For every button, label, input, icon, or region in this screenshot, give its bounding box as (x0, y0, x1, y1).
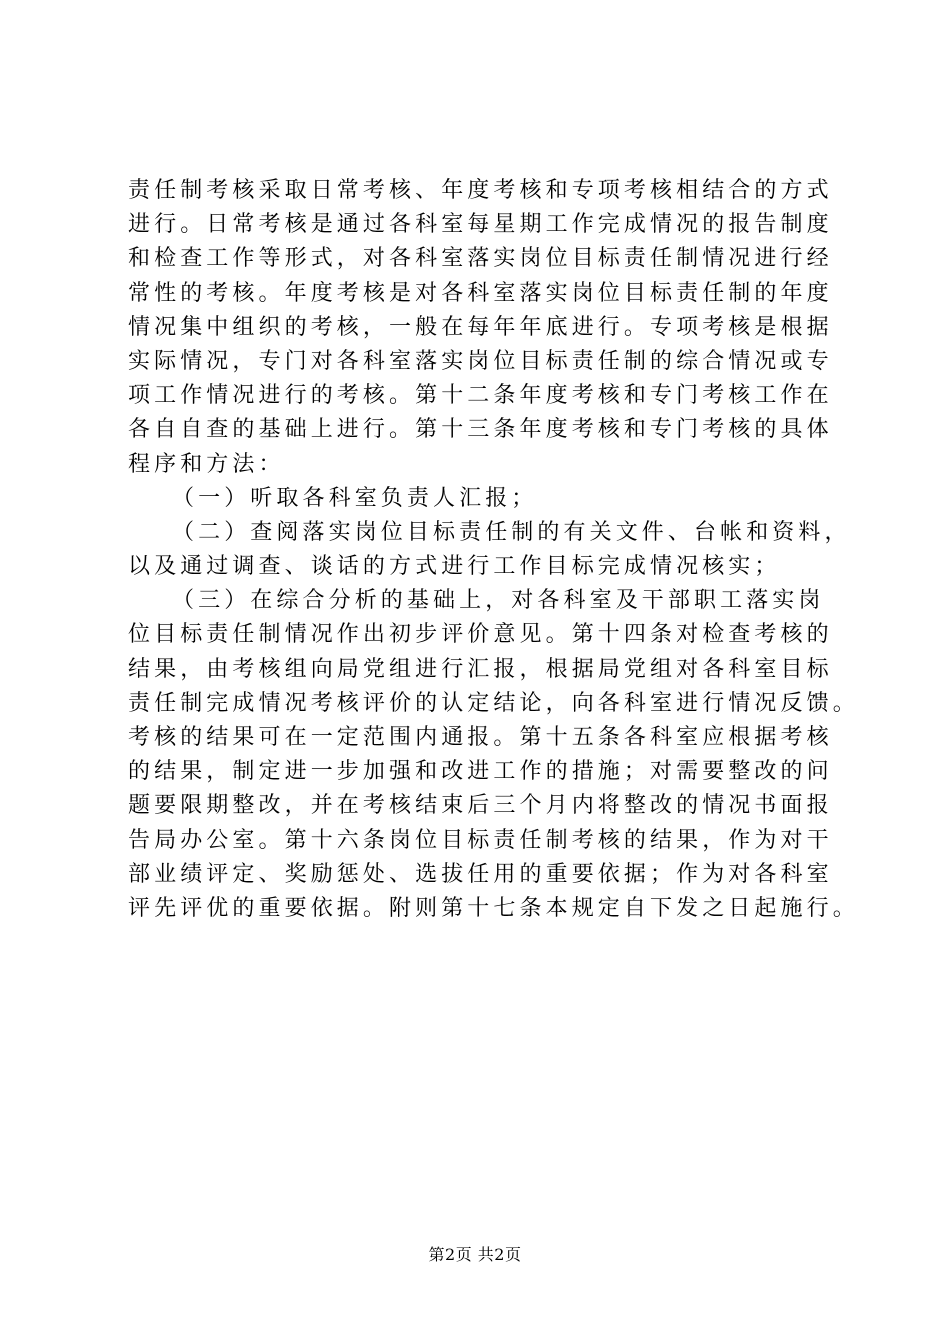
text-line: 责任制完成情况考核评价的认定结论，向各科室进行情况反馈。 (128, 690, 859, 716)
text-line: 各自自查的基础上进行。第十三条年度考核和专门考核的具体 (128, 417, 833, 443)
document-body (128, 174, 859, 926)
text-line: 程序和方法： (128, 451, 285, 477)
text-line: 题要限期整改，并在考核结束后三个月内将整改的情况书面报 (128, 793, 833, 819)
text-line: 责任制考核采取日常考核、年度考核和专项考核相结合的方式 (128, 178, 833, 203)
text-line: 结果，由考核组向局党组进行汇报，根据局党组对各科室目标 (128, 656, 833, 682)
text-line: 的结果，制定进一步加强和改进工作的措施；对需要整改的问 (128, 759, 833, 785)
text-line: 以及通过调查、谈话的方式进行工作目标完成情况核实； (128, 554, 781, 580)
text-line: 告局办公室。第十六条岗位目标责任制考核的结果，作为对干 (128, 827, 833, 853)
text-line: 位目标责任制情况作出初步评价意见。第十四条对检查考核的 (128, 622, 833, 648)
list-item-1: （一）听取各科室负责人汇报； (172, 485, 538, 511)
text-line: 实际情况，专门对各科室落实岗位目标责任制的综合情况或专 (128, 348, 833, 374)
list-item-2: （二）查阅落实岗位目标责任制的有关文件、台帐和资料， (172, 519, 851, 545)
text-line: 考核的结果可在一定范围内通报。第十五条各科室应根据考核 (128, 725, 833, 750)
text-line: 评先评优的重要依据。附则第十七条本规定自下发之日起施行。 (128, 895, 859, 921)
text-line: 情况集中组织的考核，一般在每年年底进行。专项考核是根据 (128, 314, 833, 340)
list-item-3: （三）在综合分析的基础上，对各科室及干部职工落实岗 (172, 588, 825, 614)
text-line: 和检查工作等形式，对各科室落实岗位目标责任制情况进行经 (128, 246, 833, 272)
text-line: 常性的考核。年度考核是对各科室落实岗位目标责任制的年度 (128, 280, 833, 306)
text-line: 部业绩评定、奖励惩处、选拔任用的重要依据；作为对各科室 (128, 861, 833, 887)
text-line: 进行。日常考核是通过各科室每星期工作完成情况的报告制度 (128, 212, 833, 238)
page-number-footer: 第2页 共2页 (428, 1245, 522, 1264)
text-line: 项工作情况进行的考核。第十二条年度考核和专门考核工作在 (128, 383, 833, 409)
